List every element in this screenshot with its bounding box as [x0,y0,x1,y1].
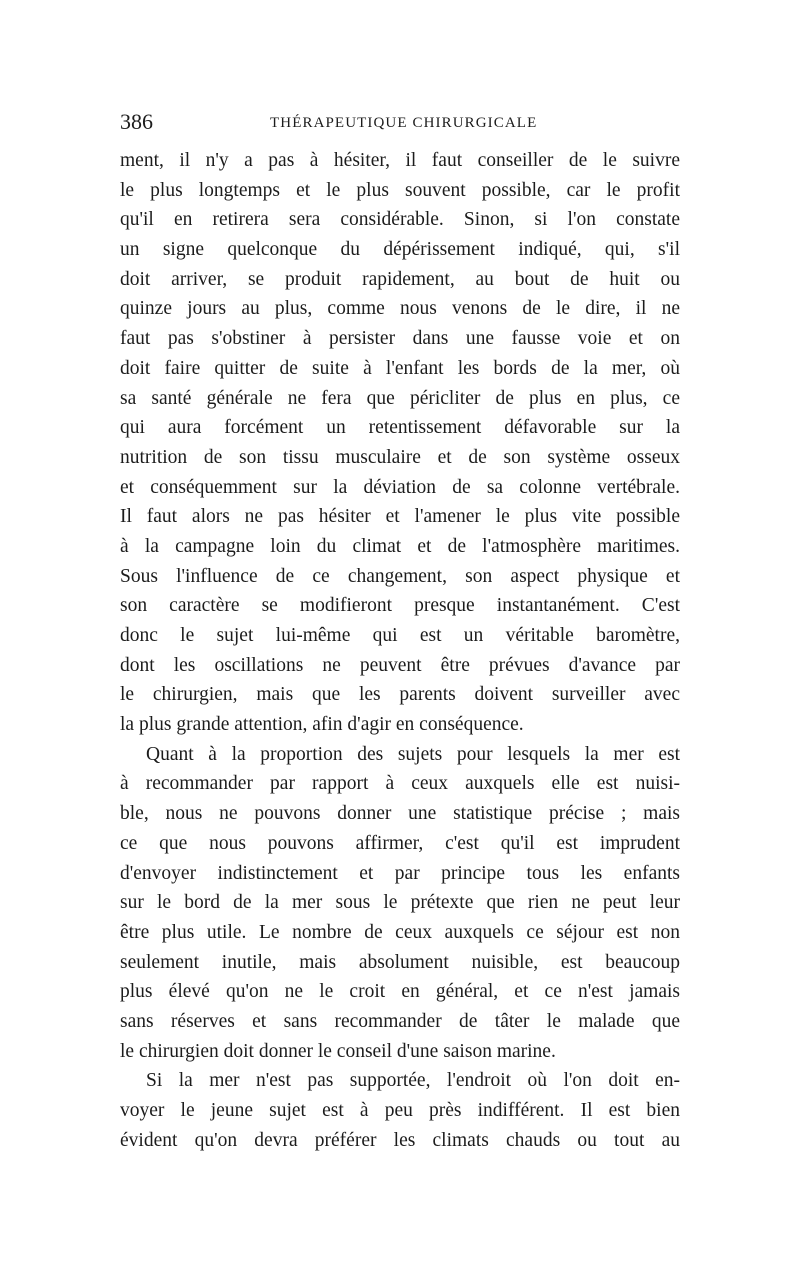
text-line: ce que nous pouvons affirmer, c'est qu'il est imprudent [120,832,680,854]
text-line: qui aura forcément un retentissement défavorable sur la [120,417,680,439]
text-line: Sous l'influence de ce changement, son aspect physique et [120,565,680,587]
text-line: évident qu'on devra préférer les climats chauds ou tout au [120,1129,680,1151]
text-line: nutrition de son tissu musculaire et de son système osseux [120,446,680,468]
text-line: à recommander par rapport à ceux auxquels elle est nuisi- [120,773,680,795]
text-line: le plus longtemps et le plus souvent possible, car le profit [120,179,680,201]
running-head: THÉRAPEUTIQUE CHIRURGICALE [270,115,538,131]
text-line: qu'il en retirera sera considérable. Sinon, si l'on constate [120,209,680,231]
paragraph [120,740,680,1067]
text-line: plus élevé qu'on ne le croit en général, et ce n'est jamais [120,981,680,1003]
text-line: ble, nous ne pouvons donner une statistique précise ; mais [120,803,680,825]
body-text [120,146,680,1155]
text-line: quinze jours au plus, comme nous venons de le dire, il ne [120,298,680,320]
paragraph [120,146,680,740]
text-line: seulement inutile, mais absolument nuisible, est beaucoup [120,951,680,973]
text-line: dont les oscillations ne peuvent être prévues d'avance par [120,654,680,676]
text-line: ment, il n'y a pas à hésiter, il faut conseiller de le suivre [120,150,680,171]
text-line: faut pas s'obstiner à persister dans une fausse voie et on [120,328,680,350]
text-line: un signe quelconque du dépérissement indiqué, qui, s'il [120,239,680,261]
page-number: 386 [120,109,153,134]
text-line: sa santé générale ne fera que péricliter de plus en plus, ce [120,387,680,409]
text-line: sur le bord de la mer sous le prétexte que rien ne peut leur [120,892,680,914]
text-line: être plus utile. Le nombre de ceux auxquels ce séjour est non [120,921,680,943]
text-line: son caractère se modifieront presque instantanément. C'est [120,595,680,617]
text-line: et conséquemment sur la déviation de sa colonne vertébrale. [120,476,680,498]
text-line: doit arriver, se produit rapidement, au bout de huit ou [120,268,680,290]
text-line: donc le sujet lui-même qui est un véritable baromètre, [120,625,680,646]
text-line: sans réserves et sans recommander de tâter le malade que [120,1010,680,1032]
text-line: le chirurgien, mais que les parents doivent surveiller avec [120,684,680,706]
text-line: voyer le jeune sujet est à peu près indifférent. Il est bien [120,1100,680,1121]
text-line: Il faut alors ne pas hésiter et l'amener le plus vite possible [120,506,680,528]
text-line: doit faire quitter de suite à l'enfant les bords de la mer, où [120,357,680,379]
text-line: le chirurgien doit donner le conseil d'une saison marine. [120,1040,556,1062]
text-line: la plus grande attention, afin d'agir en conséquence. [120,714,524,736]
text-line: Quant à la proportion des sujets pour lesquels la mer est [146,743,680,765]
text-line: d'envoyer indistinctement et par principe tous les enfants [120,862,680,884]
text-line: à la campagne loin du climat et de l'atmosphère maritimes. [120,535,680,557]
text-line: Si la mer n'est pas supportée, l'endroit où l'on doit en- [146,1070,680,1092]
paragraph [120,1066,680,1155]
